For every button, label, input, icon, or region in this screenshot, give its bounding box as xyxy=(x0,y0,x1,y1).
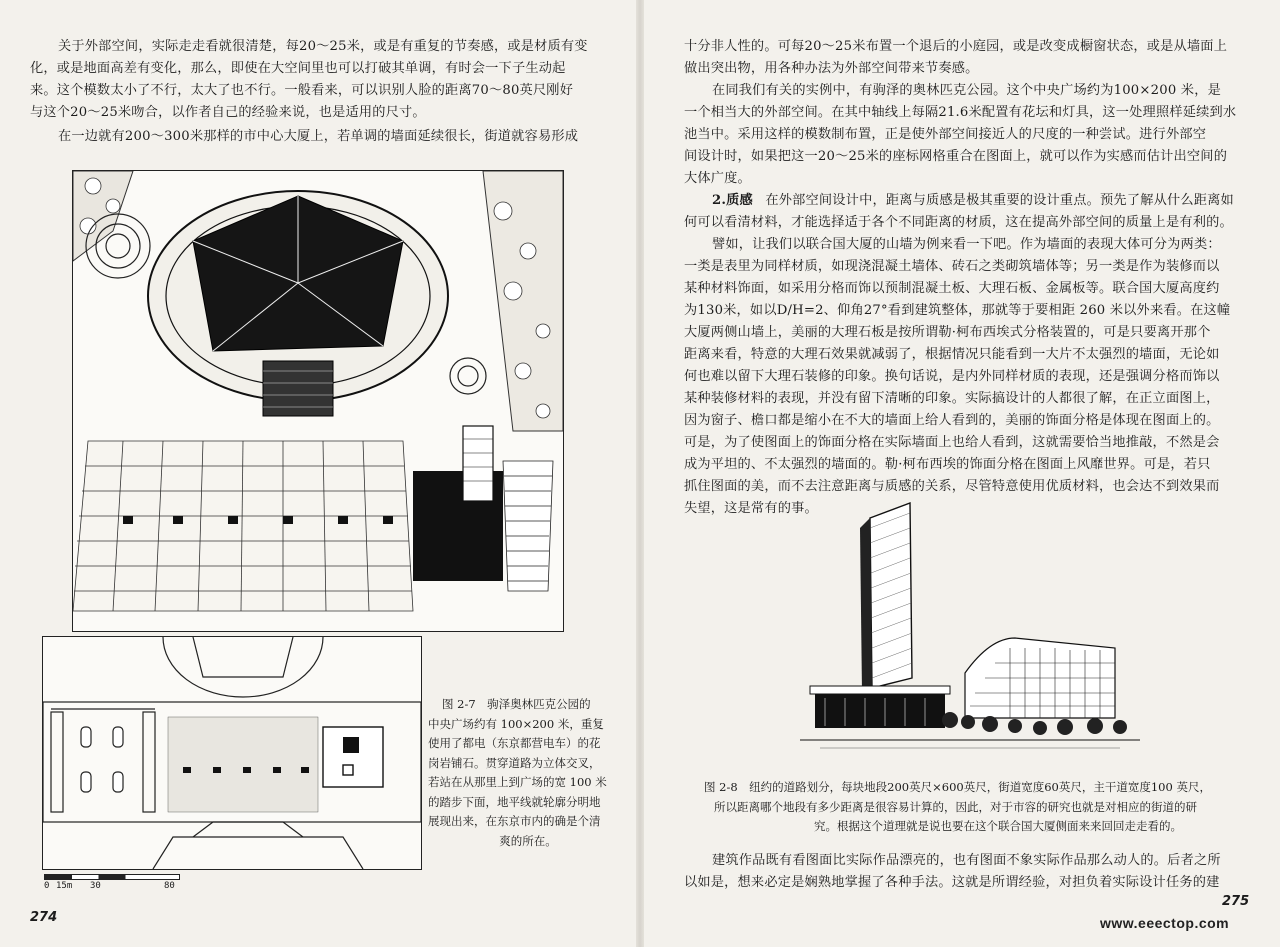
text-line: 以如是，想来必定是娴熟地掌握了各种手法。这就是所谓经验，对担负着实际设计任务的建 xyxy=(684,875,1220,890)
text-line: 何也难以留下大理石装修的印象。换句话说，是内外同样材质的表现，还是强调分格而饰以 xyxy=(684,369,1220,384)
text-line: 与这个20～25米吻合，以作者自己的经验来说，也是适用的尺寸。 xyxy=(30,105,426,120)
scale-label: 30 xyxy=(90,881,101,891)
caption-line: 所以距离哪个地段有多少距离是很容易计算的，因此，对于市容的研究也就是对相应的街道的研 xyxy=(714,799,1197,814)
caption-line: 究。根据这个道理就是说也要在这个联合国大厦侧面来来回回走走看的。 xyxy=(814,819,1182,833)
right-paragraph-4 xyxy=(684,234,1274,520)
page-number-left: 274 xyxy=(30,910,58,925)
text-line: 关于外部空间，实际走走看就很清楚，每20～25米，或是有重复的节奏感，或是材质有变 xyxy=(58,39,588,54)
text-line: 池当中。采用这样的模数制布置，正是使外部空间接近人的尺度的一种尝试。进行外部空 xyxy=(684,127,1207,142)
text-line: 一类是表里为同样材质，如现浇混凝土墙体、砖石之类砌筑墙体等；另一类是作为装修而以 xyxy=(684,259,1220,274)
text-line: 譬如，让我们以联合国大厦的山墙为例来看一下吧。作为墙面的表现大体可分为两类： xyxy=(712,237,1221,252)
text-line xyxy=(684,190,1274,212)
figure-2-7-site-plan xyxy=(42,636,422,870)
caption-line: 使用了都电（东京都营电车）的花 xyxy=(428,736,601,750)
text-line: 何可以看清材料，才能选择适于各个不同距离的材质，这在提高外部空间的质量上是有利的。 xyxy=(684,215,1233,230)
un-building-illustration xyxy=(800,498,1140,778)
right-paragraph-3 xyxy=(684,190,1274,234)
text-line: 成为平坦的、不太强烈的墙面的。勒·柯布西埃的饰面分格在图面上风靡世界。可是，若只 xyxy=(684,457,1211,472)
text-line: 化，或是地面高差有变化，那么，即使在大空间里也可以打破其单调，有时会一下子生动起 xyxy=(30,61,566,76)
scale-label: 0 xyxy=(44,881,50,891)
aerial-plaza-illustration xyxy=(73,171,563,631)
text-line: 在一边就有200～300米那样的市中心大厦上，若单调的墙面延续很长，街道就容易形成 xyxy=(58,129,579,144)
text-line-content: 在外部空间设计中，距离与质感是极其重要的设计重点。预先了解从什么距离如 xyxy=(765,193,1234,208)
text-line: 一个相当大的外部空间。在其中轴线上每隔21.6米配置有花坛和灯具，这一处理照样延续到水 xyxy=(684,105,1237,120)
section-heading: 2.质感 xyxy=(712,193,753,208)
scale-label: 15m xyxy=(56,881,73,891)
text-line: 距离来看，特意的大理石效果就减弱了，根据情况只能看到一大片不太强烈的墙面，无论如 xyxy=(684,347,1220,362)
text-line: 做出突出物，用各种办法为外部空间带来节奏感。 xyxy=(684,61,979,76)
caption-line: 展现出来，在东京市内的确是个清 xyxy=(428,814,601,828)
figure-2-8-un-building-sketch xyxy=(800,498,1140,778)
text-line: 失望，这是常有的事。 xyxy=(684,501,818,516)
caption-line: 图 2-8 纽约的道路划分，每块地段200英尺×600英尺，街道宽度60英尺，主干道宽度100 英尺， xyxy=(704,780,1211,794)
text-line: 大厦两侧山墙上，美丽的大理石板是按所谓勒·柯布西埃式分格装置的，可是只要离开那个 xyxy=(684,325,1211,340)
text-line: 来。这个模数太小了不行，太大了也不行。一般看来，可以识别人脸的距离70～80英尺刚好 xyxy=(30,83,574,98)
text-line: 间设计时，如果把这一20～25米的座标网格重合在图面上，就可以作为实感而估计出空间的 xyxy=(684,149,1228,164)
plaza-plan-drawing xyxy=(43,637,421,869)
right-paragraph-1 xyxy=(684,36,1274,80)
figure-2-7-caption xyxy=(428,695,628,851)
left-paragraph-2 xyxy=(30,126,620,148)
text-line: 某种装修材料的表现，并没有留下清晰的印象。实际搞设计的人都很了解，在正立面图上， xyxy=(684,391,1220,406)
caption-line: 岗岩铺石。贯穿道路为立体交叉， xyxy=(428,755,601,770)
text-line: 在同我们有关的实例中，有驹泽的奥林匹克公园。这个中央广场约为100×200 米，是 xyxy=(712,83,1221,98)
scale-bar xyxy=(44,874,184,892)
text-line: 为130米，如以D/H=2、仰角27°看到建筑整体，那就等于要相距 260 米以外来看。在这幢 xyxy=(684,303,1231,318)
caption-line: 若站在从那里上到广场的宽 100 米 xyxy=(428,775,607,789)
caption-line: 的踏步下面，地平线就轮廓分明地 xyxy=(428,794,601,809)
right-page xyxy=(640,0,1280,947)
caption-line: 中央广场约有 100×200 米，重复 xyxy=(428,716,604,731)
text-line: 大体广度。 xyxy=(684,171,751,186)
site-watermark: www.eeectop.com xyxy=(1100,915,1230,931)
caption-line: 爽的所在。 xyxy=(499,833,557,848)
figure-2-8-caption xyxy=(704,778,1274,837)
text-line: 某种材料饰面，如采用分格而饰以预制混凝土板、大理石板、金属板等。联合国大厦高度约 xyxy=(684,281,1220,296)
right-paragraph-2 xyxy=(684,80,1274,190)
text-line: 建筑作品既有看图面比实际作品漂亮的，也有图面不象实际作品那么动人的。后者之所 xyxy=(712,853,1221,868)
right-paragraph-5 xyxy=(684,850,1274,894)
text-line: 可是，为了使图面上的饰面分格在实际墙面上也给人看到，这就需要恰当地推敲，不然是会 xyxy=(684,435,1220,450)
text-line: 抓住图面的美，而不去注意距离与质感的关系，尽管特意使用优质材料，也会达不到效果而 xyxy=(684,479,1220,494)
scale-label: 80 xyxy=(164,881,175,891)
caption-line: 图 2-7 驹泽奥林匹克公园的 xyxy=(442,697,591,711)
text-line: 十分非人性的。可每20～25米布置一个退后的小庭园，或是改变成橱窗状态，或是从墙面上 xyxy=(684,39,1228,54)
text-line: 因为窗子、檐口都是缩小在不大的墙面上给人看到的，美丽的饰面分格是体现在图面上的。 xyxy=(684,413,1220,428)
left-paragraph-1 xyxy=(30,36,620,124)
figure-2-7-aerial-perspective xyxy=(72,170,564,632)
page-number-right: 275 xyxy=(1222,894,1250,909)
